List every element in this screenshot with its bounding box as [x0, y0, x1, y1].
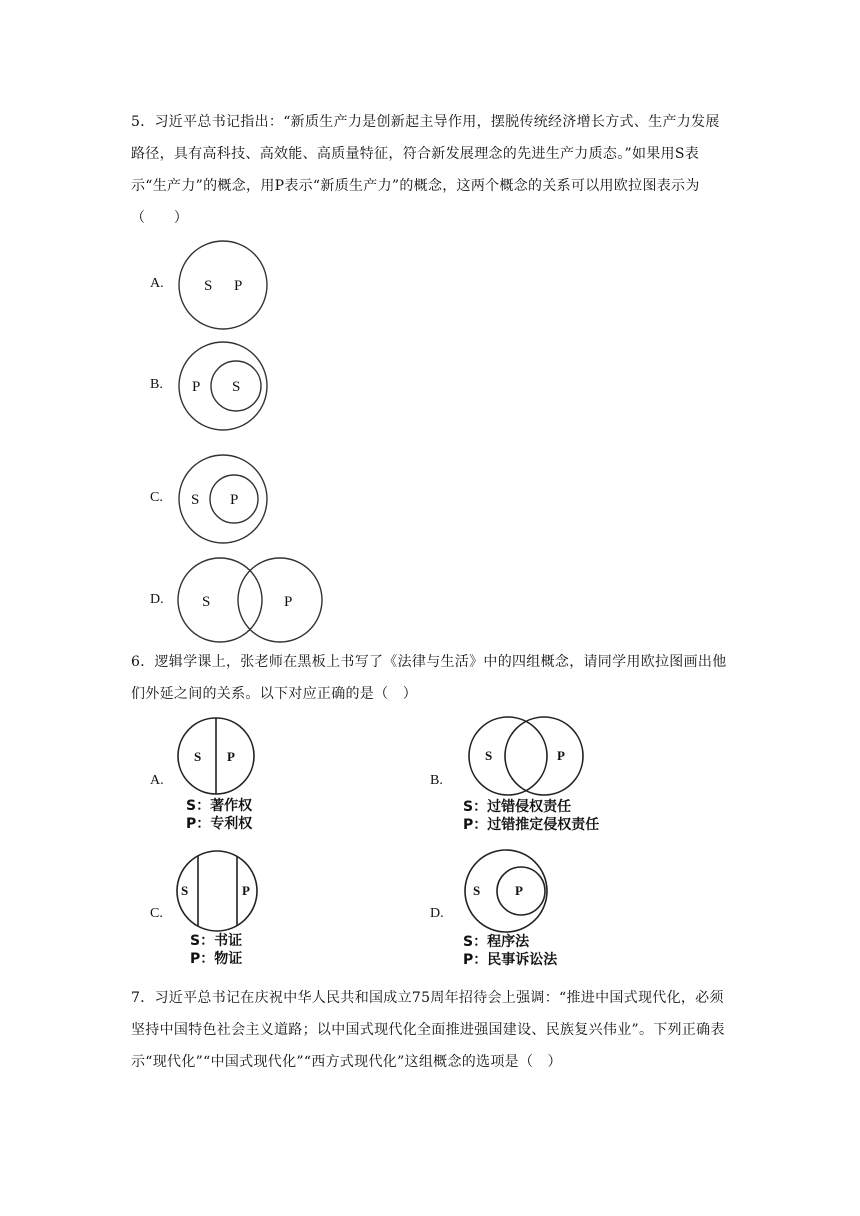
q6d-s-label: S: [473, 883, 481, 898]
q6c-s-label: S: [181, 883, 189, 898]
q6-option-a-label: A.: [150, 773, 164, 788]
q6a-s-label: S: [194, 749, 202, 764]
q5-option-a-label: A.: [150, 276, 164, 291]
q5d-p-label: P: [284, 594, 293, 610]
q6d-caption-p: P：民事诉讼法: [463, 952, 558, 968]
q5-option-a-diagram: [176, 240, 270, 330]
q5-option-b-diagram: [176, 341, 270, 431]
q6d-caption-s: S：程序法: [463, 934, 530, 950]
q6-option-a-diagram: [177, 717, 257, 797]
q5-option-c-diagram: [176, 454, 270, 544]
q6b-s-label: S: [485, 748, 493, 763]
q6b-caption-s: S：过错侵权责任: [463, 799, 572, 815]
question-7-text: 7．习近平总书记在庆祝中华人民共和国成立75周年招待会上强调：“推进中国式现代化，必须坚持中国特色社会主义道路；以中国式现代化全面推进强国建设、民族复兴伟业”。下列正确表示“现代化”“中国式现代化”“西方式现代化”这组概念的选项是（ ）: [131, 990, 725, 1070]
question-6-text: 6．逻辑学课上，张老师在黑板上书写了《法律与生活》中的四组概念，请同学用欧拉图画出他们外延之间的关系。以下对应正确的是（ ）: [131, 654, 727, 702]
q6-option-c-diagram: [176, 850, 260, 932]
question-5-text: 5．习近平总书记指出：“新质生产力是创新起主导作用，摆脱传统经济增长方式、生产力发展路径，具有高科技、高效能、高质量特征，符合新发展理念的先进生产力质态。”如果用S表示“生产力”的概念，用P表示“新质生产力”的概念，这两个概念的关系可以用欧拉图表示为（ ）: [131, 114, 720, 226]
q5-option-c-label: C.: [150, 490, 163, 505]
q5-option-d-label: D.: [150, 592, 164, 607]
q5b-outer-label: P: [192, 379, 201, 395]
q6c-caption-s: S：书证: [190, 933, 243, 949]
q5d-s-label: S: [202, 594, 211, 610]
q6b-caption-p: P：过错推定侵权责任: [463, 817, 600, 833]
q6a-p-label: P: [227, 749, 235, 764]
q5a-circle: [179, 241, 267, 329]
q6-option-d-label: D.: [430, 906, 444, 921]
q6-option-b-diagram: [467, 715, 587, 799]
q5c-inner-label: P: [230, 492, 239, 508]
q5-option-d-diagram: [176, 556, 326, 644]
q6c-p-label: P: [242, 883, 250, 898]
q6c-caption-p: P：物证: [190, 951, 243, 967]
q5a-p-label: P: [234, 278, 243, 294]
q6b-s-circle: [469, 717, 547, 795]
q5b-inner-label: S: [232, 379, 241, 395]
q5-option-b-label: B.: [150, 377, 163, 392]
q5c-outer-label: S: [191, 492, 200, 508]
q6d-p-label: P: [515, 883, 523, 898]
q6-option-d-diagram: [464, 850, 552, 934]
q5a-s-label: S: [204, 278, 213, 294]
q5d-p-circle: [238, 558, 322, 642]
q6-option-b-label: B.: [430, 773, 443, 788]
q6b-p-label: P: [557, 748, 565, 763]
q6b-p-circle: [505, 717, 583, 795]
q6-option-c-label: C.: [150, 906, 163, 921]
q6a-caption-s: S：著作权: [186, 798, 253, 814]
q6a-caption-p: P：专利权: [186, 816, 253, 832]
